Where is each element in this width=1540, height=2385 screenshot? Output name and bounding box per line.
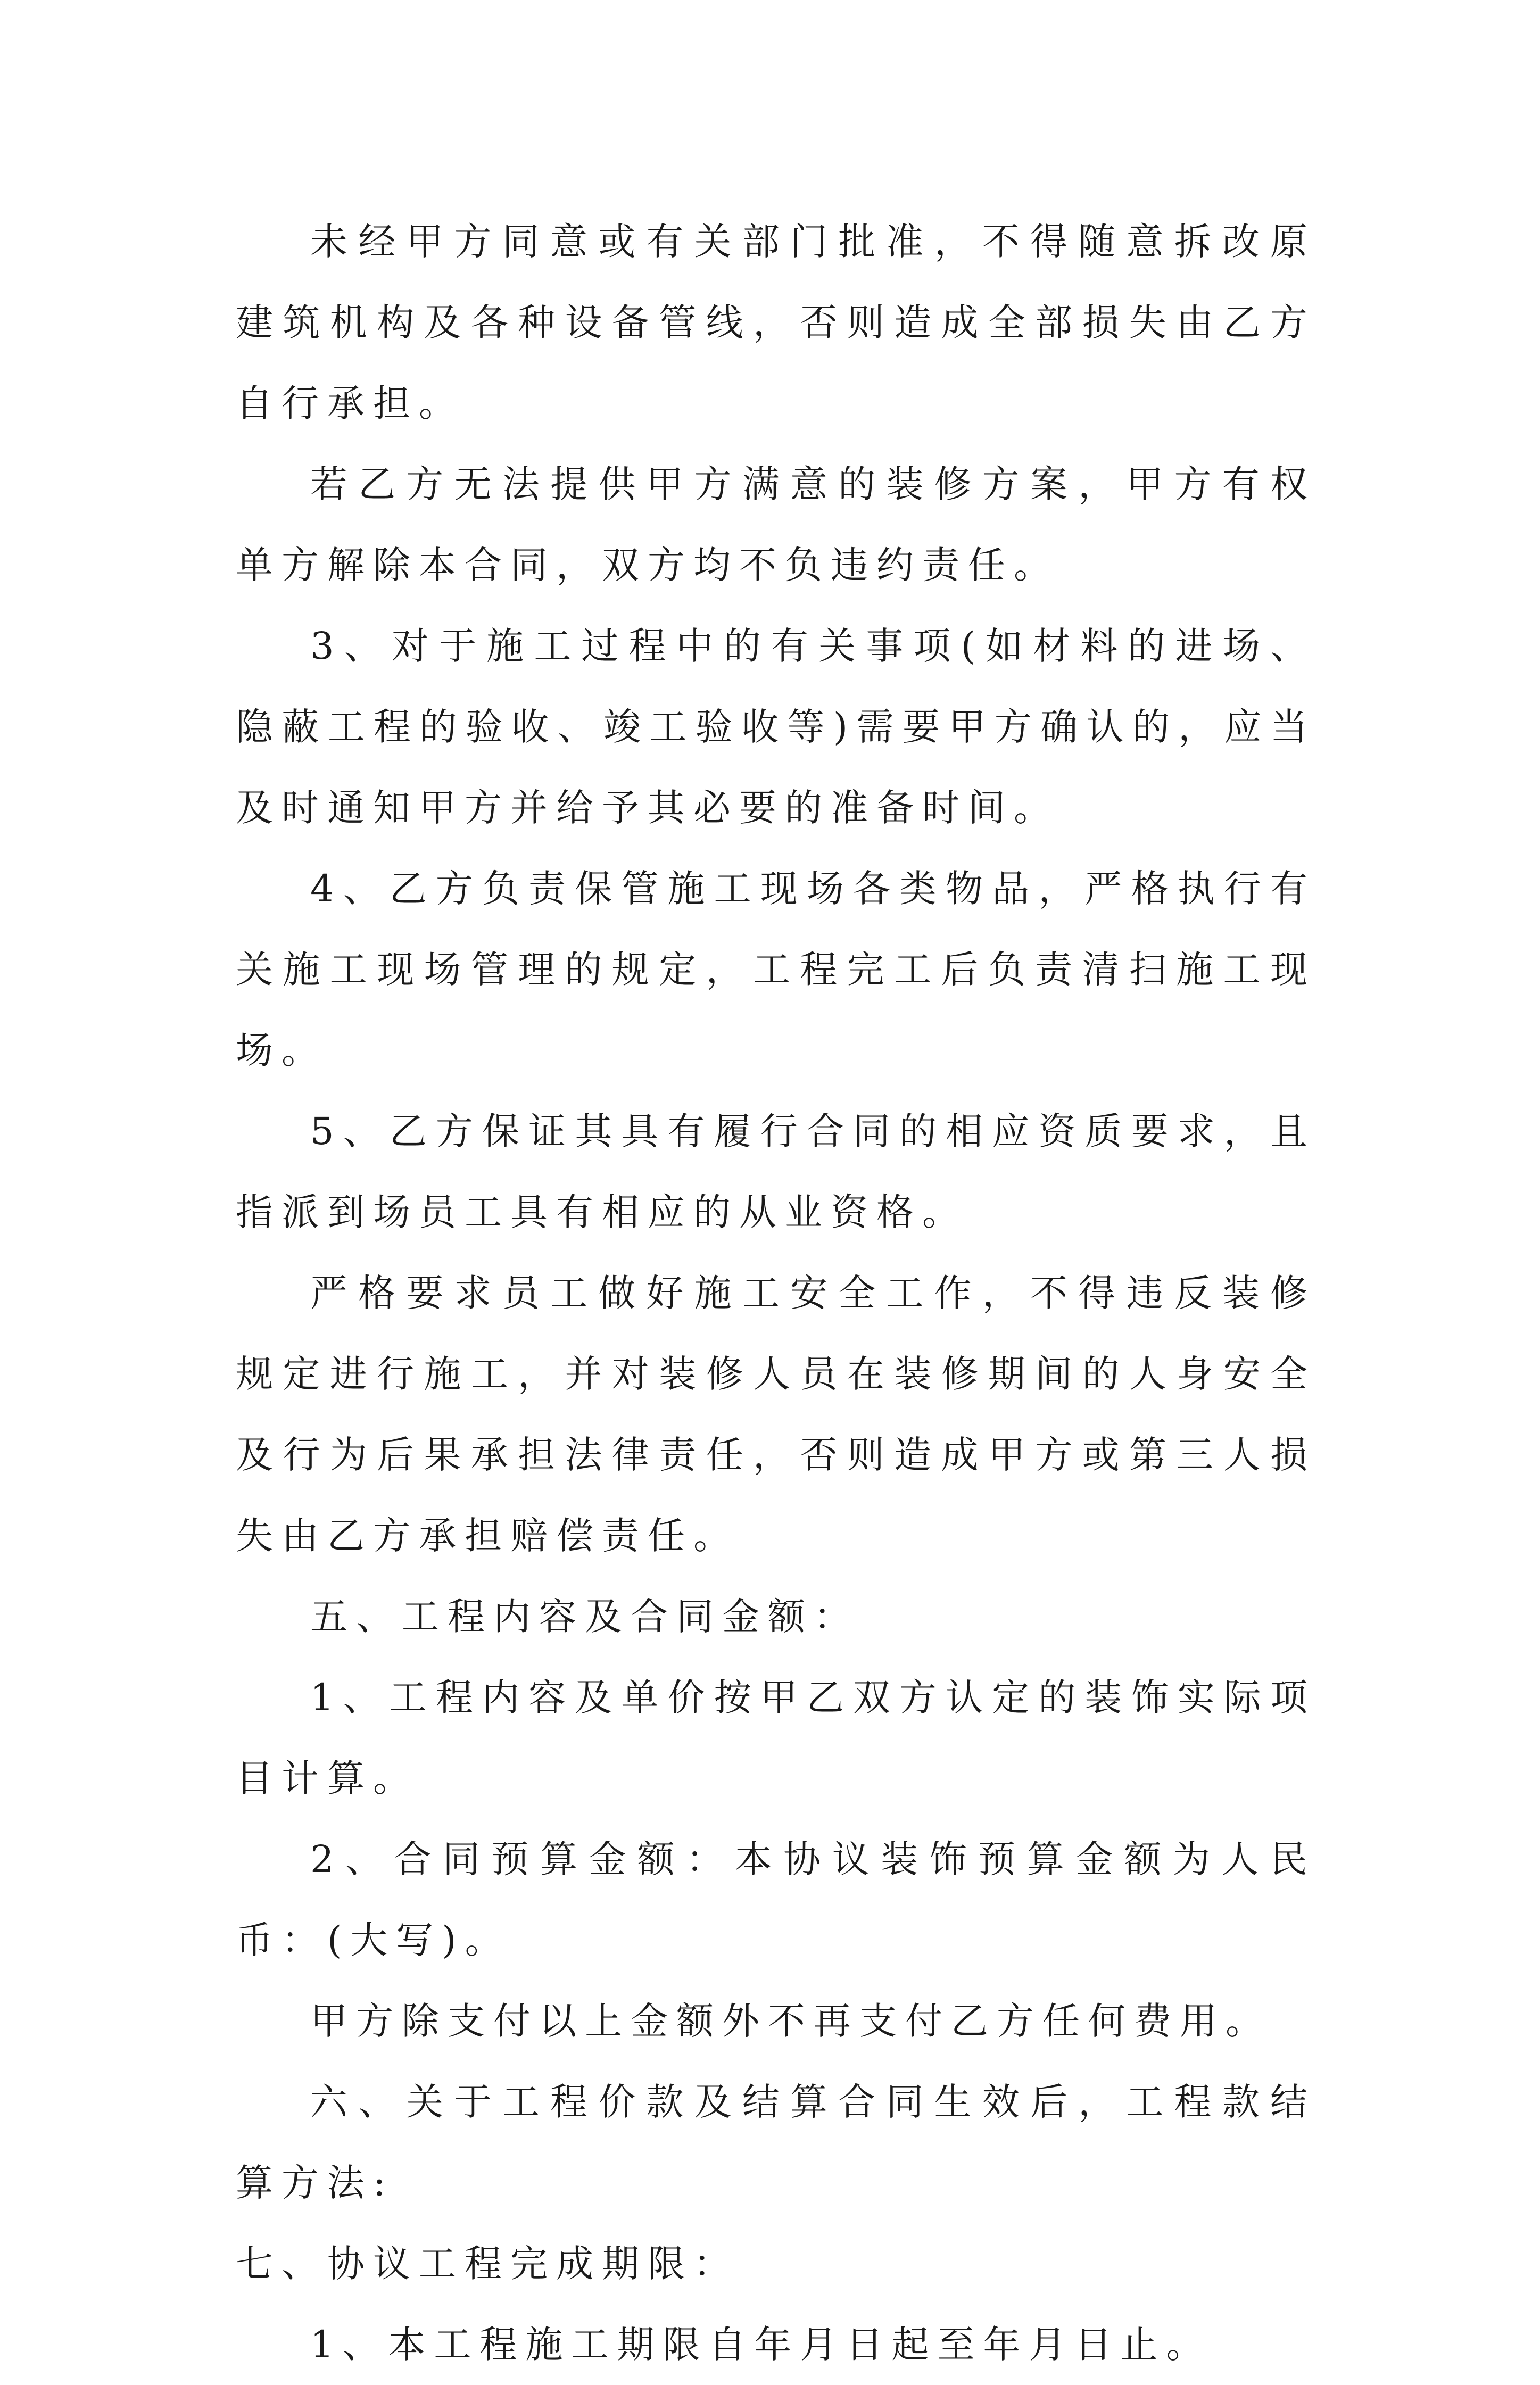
paragraph: 严格要求员工做好施工安全工作，不得违反装修规定进行施工，并对装修人员在装修期间的人身安全及行为后果承担法律责任，否则造成甲方或第三人损失由乙方承担赔偿责任。 — [236, 1271, 1316, 1558]
paragraph: 甲方除支付以上金额外不再支付乙方任何费用。 — [310, 1999, 1271, 2043]
paragraph: 3、对于施工过程中的有关事项(如材料的进场、隐蔽工程的验收、竣工验收等)需要甲方确认的，应当及时通知甲方并给予其必要的准备时间。 — [236, 624, 1316, 830]
paragraph: 4、乙方负责保管施工现场各类物品，严格执行有关施工现场管理的规定，工程完工后负责清扫施工现场。 — [236, 867, 1316, 1072]
paragraph: 未经甲方同意或有关部门批准，不得随意拆改原建筑机构及各种设备管线，否则造成全部损失由乙方自行承担。 — [236, 220, 1316, 425]
paragraph: 若乙方无法提供甲方满意的装修方案，甲方有权单方解除本合同，双方均不负违约责任。 — [236, 462, 1316, 587]
document-body — [236, 201, 1316, 2385]
paragraph: 2、合同预算金额：本协议装饰预算金额为人民币：(大写)。 — [236, 1837, 1316, 1962]
paragraph: 5、乙方保证其具有履行合同的相应资质要求，且指派到场员工具有相应的从业资格。 — [236, 1109, 1316, 1234]
section-heading: 七、协议工程完成期限： — [236, 2242, 739, 2285]
section-heading: 六、关于工程价款及结算合同生效后，工程款结算方法: — [236, 2080, 1316, 2205]
section-heading: 五、工程内容及合同金额： — [310, 1595, 859, 1638]
paragraph: 1、工程内容及单价按甲乙双方认定的装饰实际项目计算。 — [236, 1676, 1316, 1800]
paragraph: 1、本工程施工期限自年月日起至年月日止。 — [310, 2323, 1212, 2366]
